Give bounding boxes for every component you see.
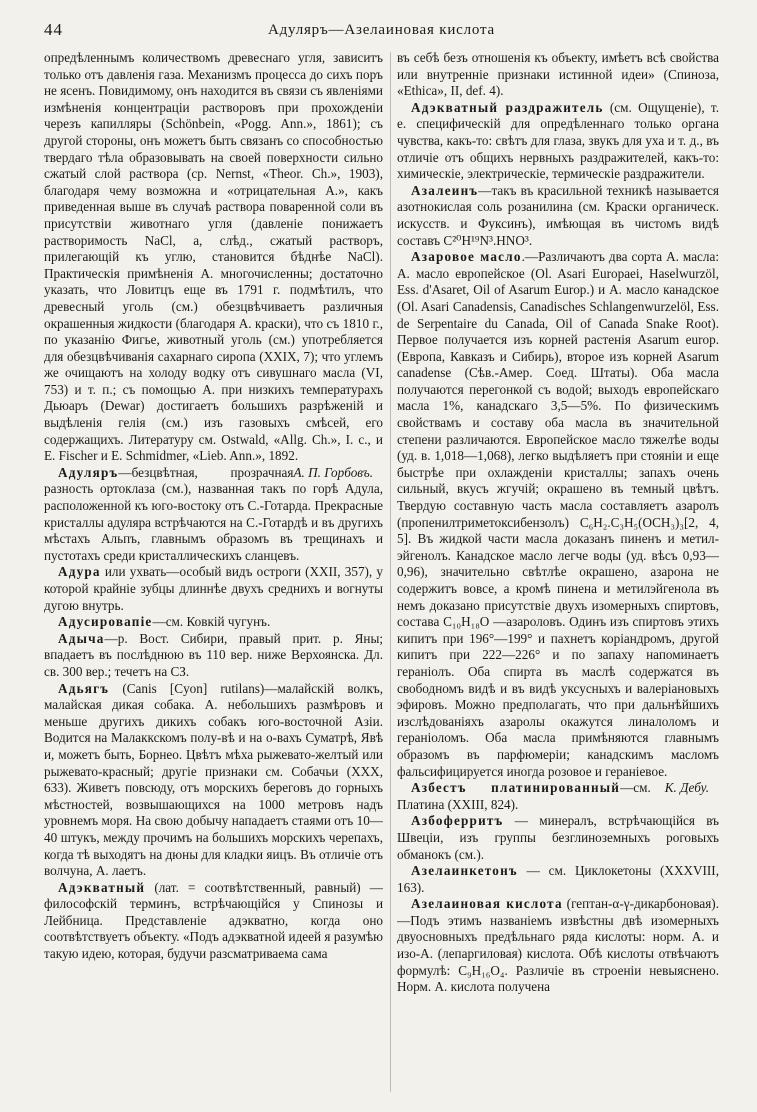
entry-text: опредѣленнымъ количествомъ древеснаго угля, зависитъ только отъ давленія газа. Механизмъ процесса до сихъ поръ не ясенъ. Повидимому, онъ находится въ связи съ явленіями измѣненія концентраціи растворовъ при прохожденіи черезъ капилляры (Schönbein, «Pogg. Ann.», 1861); съ другой стороны, онъ можетъ быть связанъ со способностью твердаго тѣла образовывать на своей поверхности сильно сжатый слой раствора (ср. Nernst, «Theor. Ch.», 1903), благодаря чему возможна и «отрицательная А.», какъ приведенная выше въ случаѣ раствора поваренной соли въ присутствіи животнаго угля (давленіе понижаетъ растворимость NaCl, а, слѣд., сжатый растворъ, прилегающій къ углю, становится бѣднѣе NaCl). Практическія примѣненія А. многочисленны; достаточно указать, что Ловитцъ еще въ 1791 г. подмѣтилъ, что древесный уголь (см.) обезцвѣчиваетъ различныя окрашенныя жидкости (благодаря А. краски), что съ 1810 г., по указанію Фигье, животный уголь (см.) употребляется для обезцвѣчиванія сахарнаго сиропа (XXIX, 7); что углемъ же очищаютъ на холоду водку отъ сивушнаго масла (VI, 753) и т. п.; съ помощью А. при низкихъ температурахъ Дьюаръ (Dewar) достигаетъ большихъ разрѣженій и выдѣленія гелія (см.) изъ газовыхъ смѣсей, его содержащихъ. Литературу см. Ostwald, «Allg. Ch.», I. c., и E. Fischer и E. Schmidmer, «Lieb. Ann.», 1892. bbox=[44, 50, 383, 464]
entry-headword: Адуляръ bbox=[58, 464, 119, 480]
entry-headword: Адьягъ bbox=[58, 680, 110, 696]
dictionary-entry bbox=[397, 183, 719, 249]
dictionary-entry bbox=[397, 863, 719, 896]
entry-headword: Адыча bbox=[58, 630, 105, 646]
entry-text: —см. Платина (XXIII, 824). bbox=[397, 780, 651, 812]
entry-headword: Азбестъ платинированный bbox=[411, 780, 621, 796]
page-header bbox=[44, 20, 719, 46]
entry-headword: Азелаиновая кислота bbox=[411, 896, 563, 912]
dictionary-entry bbox=[44, 631, 383, 681]
left-column bbox=[44, 50, 383, 1095]
dictionary-entry bbox=[397, 50, 719, 100]
author-signature: К. Дебу. bbox=[664, 780, 709, 796]
entry-text: или ухвать—особый видъ остроги (XXII, 357), у которой крайніе зубцы длиннѣе двухъ среднихъ и вогнуты дугою внутрь. bbox=[44, 564, 383, 613]
entry-text: —р. Вост. Сибири, правый прит. р. Яны; впадаетъ въ послѣднюю въ 110 вер. ниже Верхоянска. Дл. св. 300 вер.; течетъ на СЗ. bbox=[44, 630, 383, 679]
entry-headword: Адэкватный раздражитель bbox=[411, 99, 604, 115]
entry-text: — см. Циклокетоны (XXXVIII, 163). bbox=[397, 863, 719, 895]
page-number: 44 bbox=[44, 20, 63, 39]
right-column bbox=[397, 50, 719, 1095]
entry-headword: Азалеинъ bbox=[411, 182, 479, 198]
entry-text: въ себѣ безъ отношенія къ объекту, имѣетъ всѣ свойства или внутренніе признаки истинной идеи» (Спиноза, «Ethica», II, def. 4). bbox=[397, 50, 719, 99]
entry-text: (гептан-α-γ-дикарбоновая).—Подъ этимъ названіемъ извѣстны двѣ изомерныхъ двуосновныхъ предѣльнаго ряда кислоты: норм. А. и изо-А. (лепаргиловая) кислота. Обѣ кислоты отвѣчаютъ формулѣ: C₉H₁₆O₄. Различіе въ строеніи невыяснено. Норм. А. кислота получена bbox=[397, 896, 719, 995]
entry-text: —см. Ковкій чугунъ. bbox=[152, 614, 271, 630]
dictionary-entry bbox=[44, 564, 383, 614]
entry-text: —безцвѣтная, прозрачная разность ортоклаза (см.), названная такъ по горѣ Адула, расположенной къ юго-востоку отъ С.-Готарда. Прекрасные кристаллы адуляра встрѣчаются на С.-Готардѣ и въ другихъ мѣстахъ Альпъ, главнымъ образомъ въ трещинахъ и пустотахъ среди кристаллическихъ сланцевъ. bbox=[44, 464, 383, 563]
entry-headword: Адусировапіе bbox=[58, 614, 153, 630]
author-signature: А. П. Горбовъ. bbox=[293, 464, 373, 480]
dictionary-entry bbox=[44, 614, 383, 631]
entry-headword: Адэкватный bbox=[58, 879, 146, 895]
entry-text: —такъ въ красильной техникѣ называется азотнокислая соль розанилина (см. Краски органическ. искусств. и Фуксинъ), имѣющая въ чистомъ видѣ составъ C²⁰H¹⁹N³.HNO³. bbox=[397, 182, 719, 248]
entry-headword: Азаровое масло bbox=[411, 249, 522, 265]
entry-text: (Canis [Cyon] rutilans)—малайскій волкъ, малайская дикая собака. А. небольшихъ размѣровъ и меньше другихъ дикихъ собакъ юго-восточной Азіи. Водится на Малаккскомъ полу-вѣ и на о-вахъ Суматрѣ, Явѣ и, можетъ быть, Борнео. Цвѣтъ мѣха рыжевато-желтый или рыжевато-красный; другіе признаки см. Собачьи (XXX, 633). Живетъ повсюду, отъ морскихъ береговъ до горныхъ мѣстностей, возвышающихся на 1000 метровъ надъ уровнемъ моря. На свою добычу нападаетъ стаями отъ 10—40 штукъ, между прочимъ на большихъ морскихъ черепахъ, когда тѣ выходятъ на дюны для кладки яицъ. Въ отличіе отъ волчуна, А. лаетъ. bbox=[44, 680, 383, 879]
entry-headword: Азбоферритъ bbox=[411, 813, 504, 829]
dictionary-entry bbox=[397, 813, 719, 863]
dictionary-entry bbox=[44, 681, 383, 880]
entry-text: — минералъ, встрѣчающійся въ Швеціи, изъ группы безглиноземныхъ роговыхъ обманокъ (см.). bbox=[397, 813, 719, 862]
running-title: Адуляръ—Азелаиновая кислота bbox=[267, 22, 495, 38]
entry-text: .—Различаютъ два сорта А. масла: А. масло европейское (Ol. Asari Europaei, Haselwurzöl, Ess. d'Asaret, Oil of Asarum Europ.) и А. масло канадское (Ol. Asari Canadensis, Canadisches Schlangenwurzelöl, Ess. de Serpentaire du Canada, Oil of Canada Snake Root). Первое получается изъ корней растенія Asarum europ. (Европа, Кавказъ и Сибирь), второе изъ корней Asarum canadense (Сѣв.-Амер. Соед. Штаты). Оба масла получаются перегонкой съ водой; выходъ европейскаго масла 1%, канадскаго 3,5—5%. По физическимъ свойствамъ и составу оба масла въ значительной степени различаются. Европейское масло тяжелѣе воды (уд. в. 1,018—1,068), легко выдѣляетъ при стояніи и еще быстрѣе при охлажденіи кристаллы; запахъ очень сильный, вкусъ жгучій; окрашено въ темный цвѣтъ. Твердую составную часть масла составляетъ азаролъ (пропенилтриметоксибензолъ) C₆H₂.C₃H₅(OCH₃)₃[2, 4, 5]. Въ жидкой части масла доказанъ пиненъ и метил-эйгенолъ. Канадское масло легче воды (уд. вѣсъ 0,93—0,96), значительно свѣтлѣе окрашено, азарона не содержитъ вовсе, а кромѣ пинена и метилэйгенола въ немъ доказано присутствіе двухъ изомерныхъ спиртовъ, состава C₁₀H₁₈O —азароловъ. Одинъ изъ спиртовъ этихъ кипитъ при 196°—199° и пахнетъ коріандромъ, другой кипитъ при 222—226° и по запаху напоминаетъ гераніолъ. Оба спирта въ маслѣ содержатся въ свободномъ видѣ и въ видѣ уксусныхъ и валеріановыхъ эфировъ. Можно предполагать, что при дальнѣйшихъ изслѣдованіяхъ азаролы окажутся линалоломъ и гераніоломъ. Оба масла примѣняются главнымъ образомъ въ парфюмеріи; канадскимъ масломъ фальсифицируется иногда розовое и гераніевое. bbox=[397, 249, 719, 779]
dictionary-entry bbox=[397, 896, 719, 996]
entry-headword: Адура bbox=[58, 564, 101, 580]
dictionary-entry bbox=[397, 100, 719, 183]
entry-text: (лат. = соотвѣтственный, равный) — философскій терминъ, встрѣчающійся у Спинозы и Лейбница. Представленіе адэкватно, когда оно соотвѣтствуетъ объекту. «Подъ адэкватной идеей я разумѣю такую идею, которая, будучи разсматриваема сама bbox=[44, 879, 383, 962]
dictionary-entry bbox=[44, 880, 383, 963]
column-divider bbox=[390, 52, 391, 1092]
entry-headword: Азелаинкетонъ bbox=[411, 863, 518, 879]
entry-text: (см. Ощущеніе), т. е. специфическій для опредѣленнаго только органа чувства, какъ-то: свѣтъ для глаза, звукъ для уха и т. д., въ отличіе отъ общихъ нервныхъ раздражителей, какъ-то: химическіе, электрическіе, термическіе раздражители. bbox=[397, 99, 719, 182]
